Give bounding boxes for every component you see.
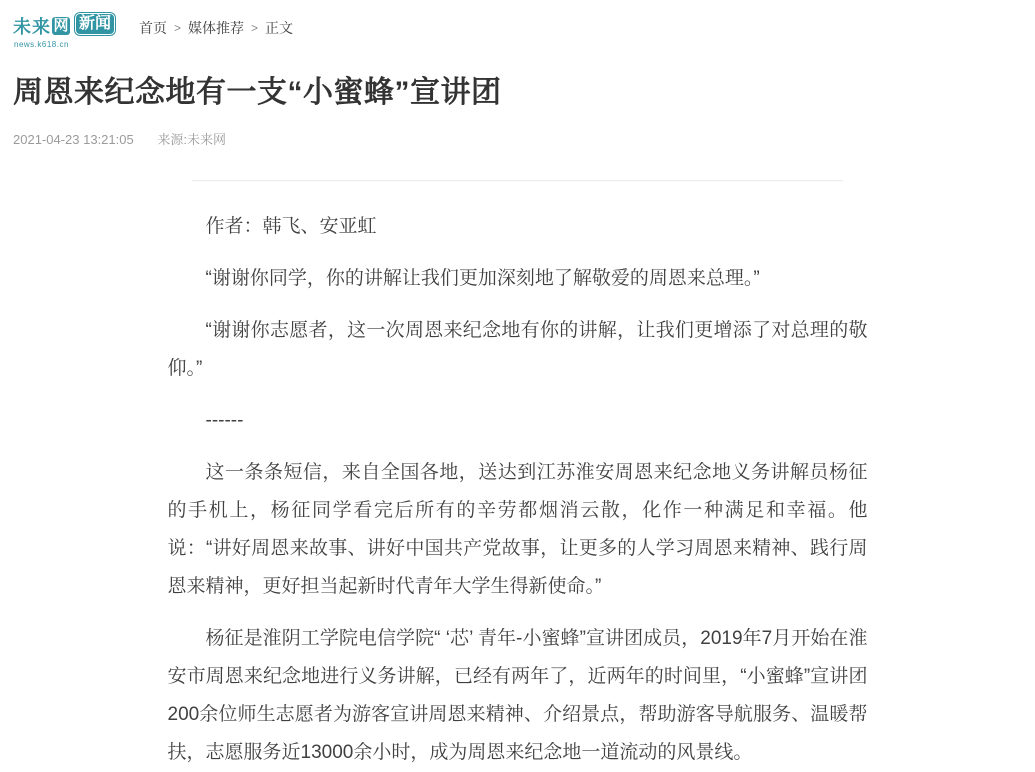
content-divider [192, 180, 843, 182]
article-paragraph: 杨征是淮阴工学院电信学院“ ‘芯’ 青年-小蜜蜂”宣讲团成员，2019年7月开始在淮安市周恩来纪念地进行义务讲解，已经有两年了，近两年的时间里，“小蜜蜂”宣讲团200余位师生志愿者为游客宣讲周恩来精神、介绍景点，帮助游客导航服务、温暖帮扶，志愿服务近13000余小时，成为周恩来纪念地一道流动的风景线。 [167, 628, 868, 763]
logo-news-badge: 新闻 [75, 13, 115, 35]
logo-brand-boxed-char: 网 [53, 17, 69, 34]
breadcrumb-separator-icon: > [174, 21, 182, 35]
breadcrumb-current-page: 正文 [265, 20, 294, 36]
breadcrumb-home-link[interactable]: 首页 [139, 20, 168, 36]
breadcrumb-separator-icon: > [251, 21, 259, 35]
logo-subdomain-text: news.k618.cn [14, 40, 69, 49]
logo-brand-text: 未来 [13, 17, 51, 37]
article-title: 周恩来纪念地有一支“小蜜蜂”宣讲团 [13, 76, 502, 109]
breadcrumb-category-link[interactable]: 媒体推荐 [188, 20, 245, 36]
futurenet-logo[interactable] [13, 13, 115, 47]
site-header [0, 0, 1035, 47]
article-paragraph-dashes: ------ [205, 410, 244, 431]
article-content [168, 180, 868, 772]
article-paragraph-author: 作者：韩飞、安亚虹 [205, 216, 377, 237]
article-paragraph: 这一条条短信，来自全国各地，送达到江苏淮安周恩来纪念地义务讲解员杨征的手机上，杨征同学看完后所有的辛劳都烟消云散，化作一种满足和幸福。他说：“讲好周恩来故事、讲好中国共产党故事，让更多的人学习周恩来精神、践行周恩来精神，更好担当起新时代青年大学生得新使命。” [167, 462, 868, 597]
publish-date: 2021-04-23 13:21:05 [13, 132, 134, 147]
article-paragraph: “谢谢你同学，你的讲解让我们更加深刻地了解敬爱的周恩来总理。” [205, 268, 760, 289]
article-meta [13, 129, 1022, 148]
article-source: 来源:未来网 [157, 132, 226, 147]
breadcrumb [139, 13, 293, 38]
logo-wordmark [13, 13, 70, 47]
article-paragraph: “谢谢你志愿者，这一次周恩来纪念地有你的讲解，让我们更增添了对总理的敬仰。” [167, 320, 868, 379]
